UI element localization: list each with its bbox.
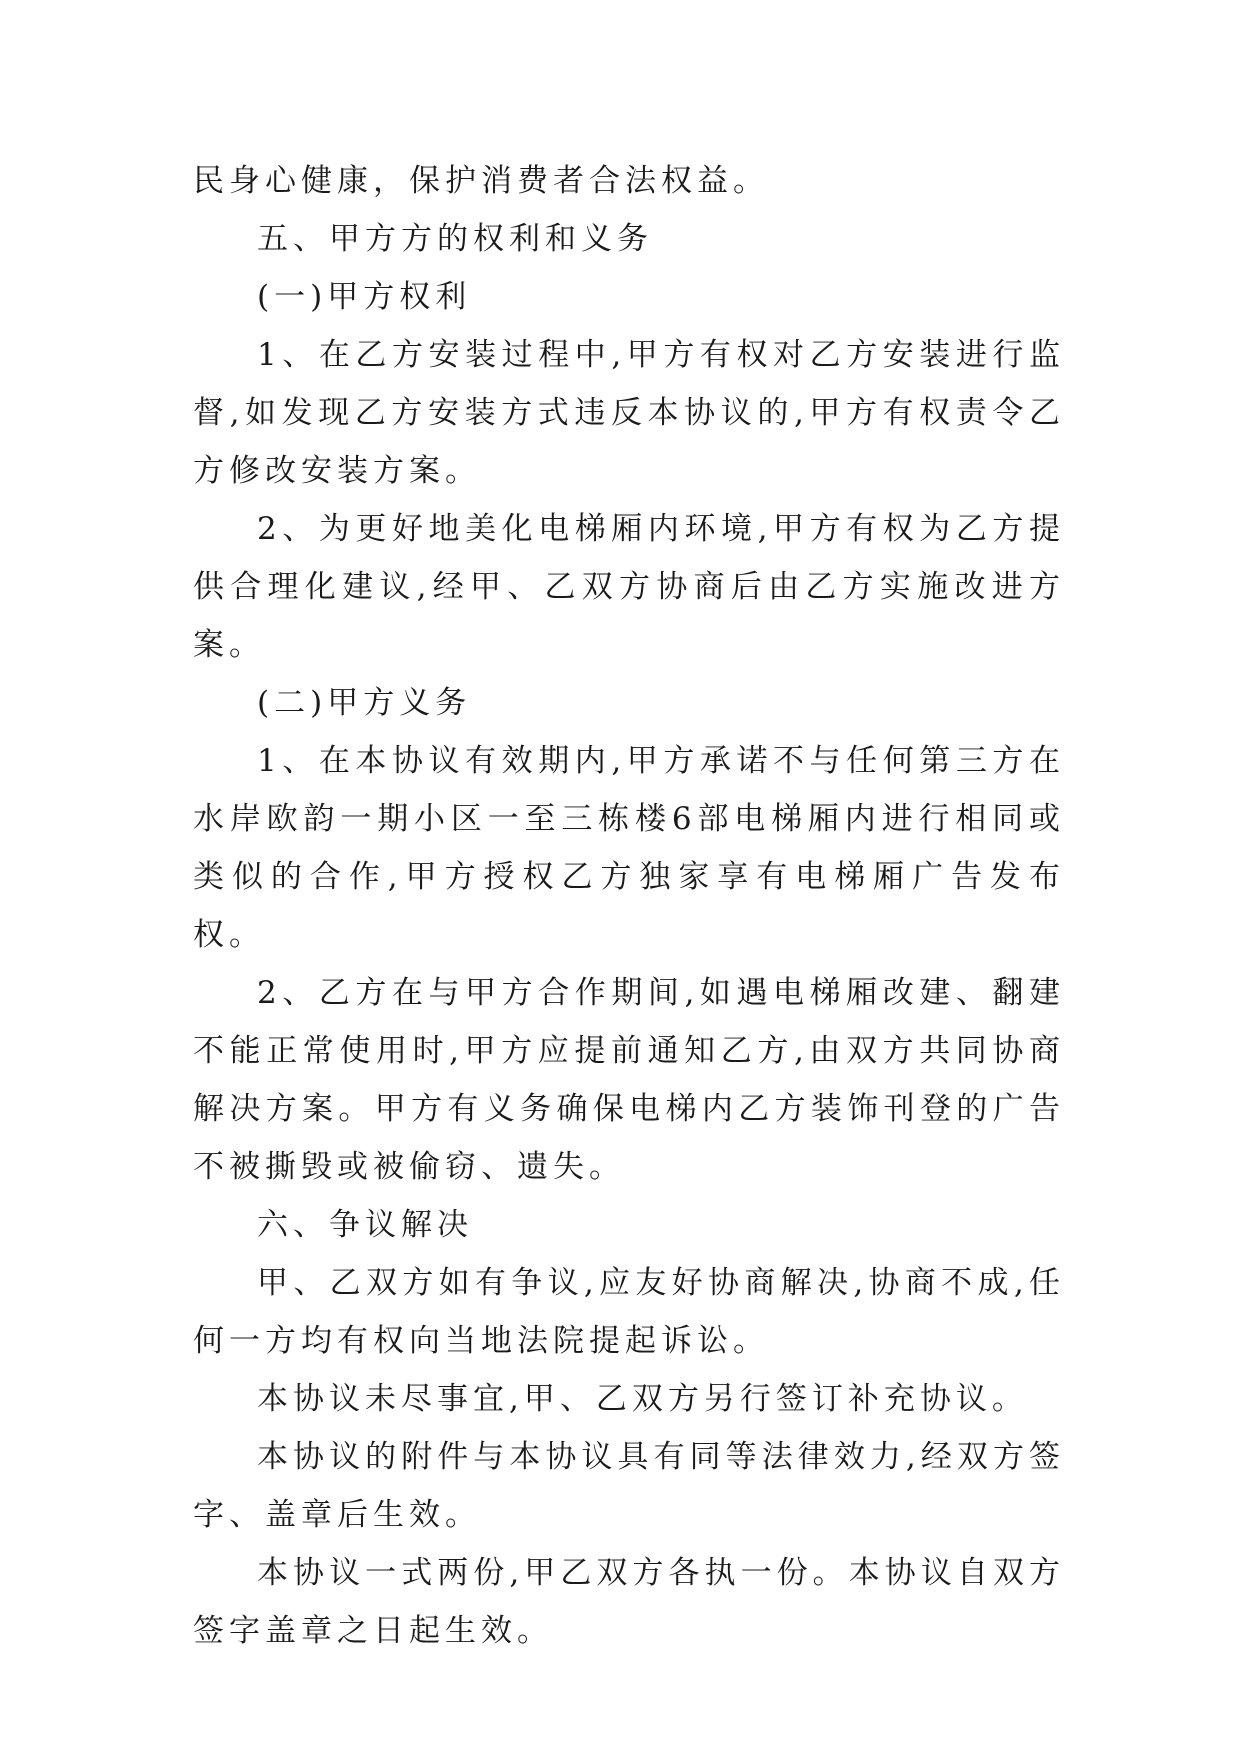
paragraph-copies-effective-date: 本协议一式两份,甲乙双方各执一份。本协议自双方签字盖章之日起生效。 (193, 1555, 1065, 1649)
paragraph-continuation: 民身心健康，保护消费者合法权益。 (193, 163, 769, 199)
document-body (193, 152, 1065, 1660)
paragraph-attachments-effect: 本协议的附件与本协议具有同等法律效力,经双方签字、盖章后生效。 (193, 1439, 1065, 1533)
paragraph-rights-item-2: 2、为更好地美化电梯厢内环境,甲方有权为乙方提供合理化建议,经甲、乙双方协商后由乙方实施改进方案。 (193, 511, 1065, 663)
paragraph-obligations-item-1: 1、在本协议有效期内,甲方承诺不与任何第三方在水岸欧韵一期小区一至三栋楼6部电梯厢内进行相同或类似的合作,甲方授权乙方独家享有电梯厢广告发布权。 (193, 743, 1065, 953)
paragraph-dispute-resolution: 甲、乙双方如有争议,应友好协商解决,协商不成,任何一方均有权向当地法院提起诉讼。 (193, 1265, 1065, 1359)
subsection-heading-party-a-obligations: (二)甲方义务 (257, 685, 472, 721)
paragraph-obligations-item-2: 2、乙方在与甲方合作期间,如遇电梯厢改建、翻建不能正常使用时,甲方应提前通知乙方,由双方共同协商解决方案。甲方有义务确保电梯内乙方装饰刊登的广告不被撕毁或被偷窃、遗失。 (193, 975, 1065, 1185)
subsection-heading-party-a-rights: (一)甲方权利 (257, 279, 472, 315)
paragraph-rights-item-1: 1、在乙方安装过程中,甲方有权对乙方安装进行监督,如发现乙方安装方式违反本协议的,甲方有权责令乙方修改安装方案。 (193, 337, 1065, 489)
section-heading-dispute-resolution: 六、争议解决 (257, 1207, 473, 1243)
section-heading-rights-obligations: 五、甲方方的权利和义务 (257, 221, 653, 257)
paragraph-supplementary-agreement: 本协议未尽事宜,甲、乙双方另行签订补充协议。 (257, 1381, 1028, 1417)
